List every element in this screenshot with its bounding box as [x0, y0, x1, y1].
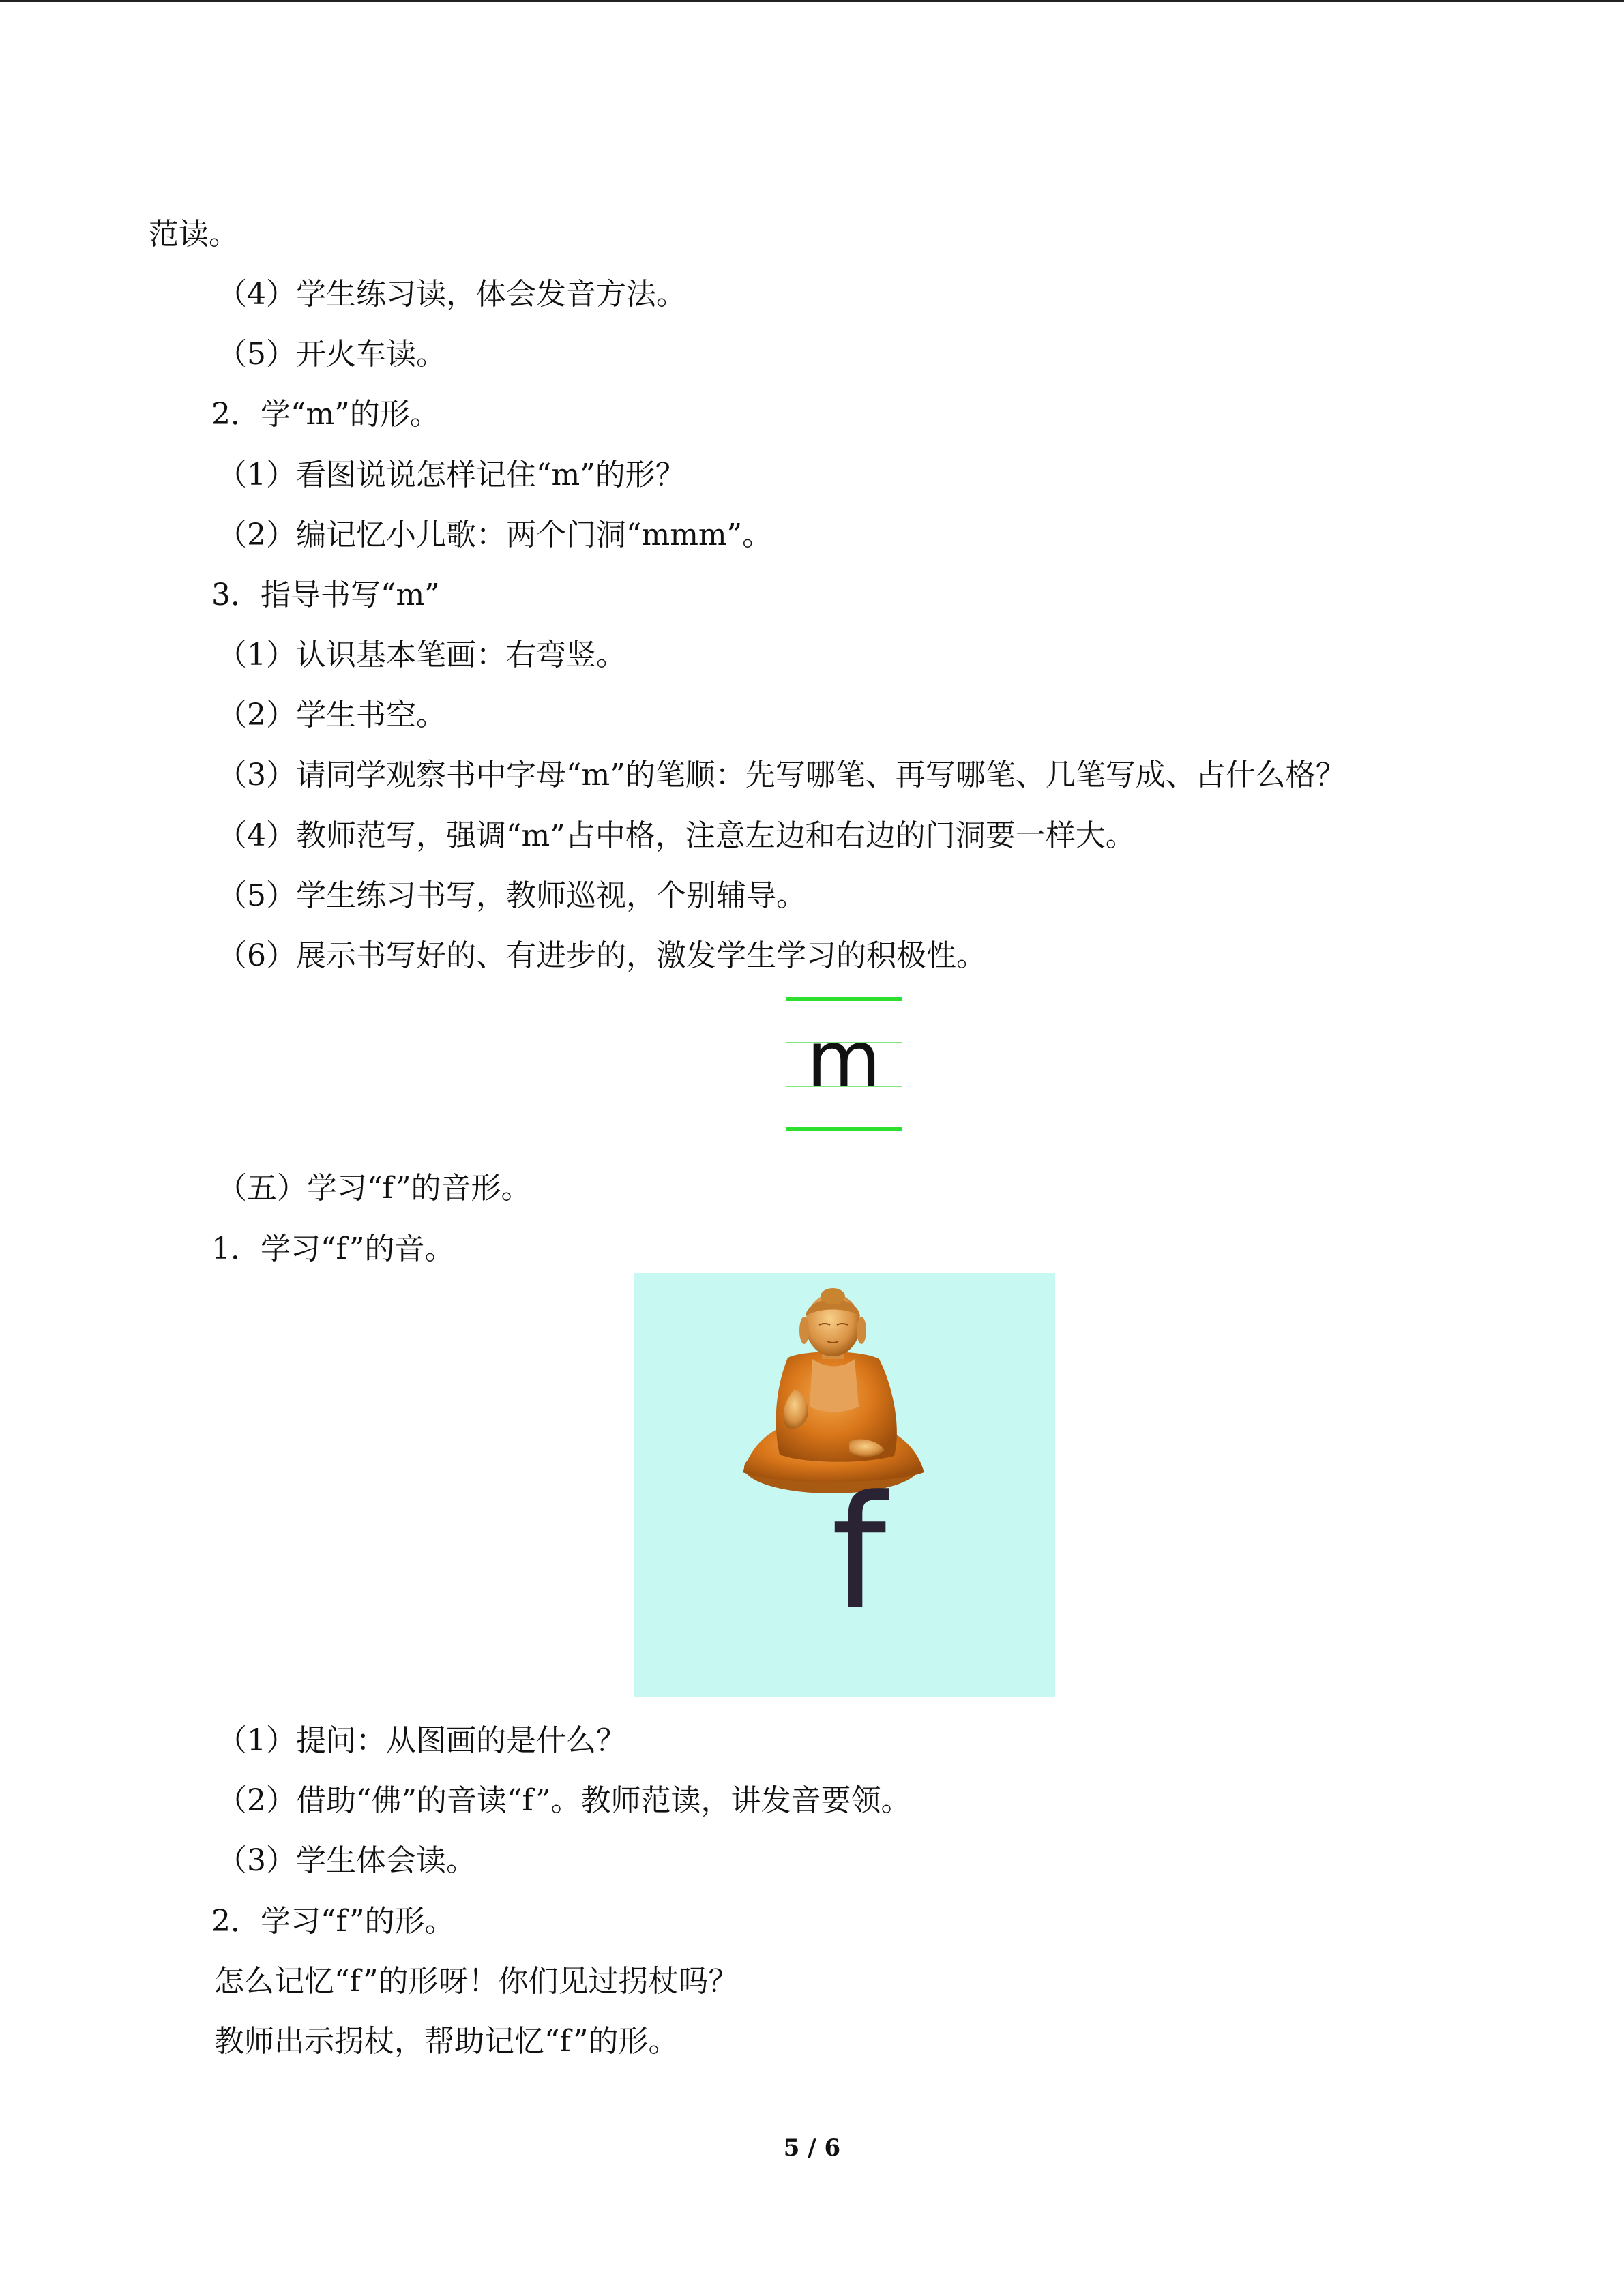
section-heading: 2．学习“f”的形。 — [211, 1904, 455, 1939]
text-line: （2）编记忆小儿歌：两个门洞“mmm”。 — [217, 518, 773, 552]
section-heading: （五）学习“f”的音形。 — [217, 1171, 531, 1206]
text-line: （1）提问：从图画的是什么？ — [217, 1723, 626, 1758]
text-line: （4）学生练习读，体会发音方法。 — [217, 277, 686, 312]
text-line: （5）开火车读。 — [217, 337, 446, 372]
page-number: 5 / 6 — [783, 2134, 841, 2162]
grid-top-line — [786, 997, 902, 1001]
text-line: 教师出示拐杖，帮助记忆“f”的形。 — [214, 2024, 679, 2059]
text-line: （4）教师范写，强调“m”占中格，注意左边和右边的门洞要一样大。 — [217, 818, 1136, 853]
section-heading: 1．学习“f”的音。 — [211, 1232, 455, 1266]
f-picture-card — [634, 1273, 1055, 1697]
grid-bottom-line — [786, 1127, 902, 1131]
section-heading: 2．学“m”的形。 — [211, 397, 440, 432]
text-line: （3）请同学观察书中字母“m”的笔顺：先写哪笔、再写哪笔、几笔写成、占什么格？ — [217, 758, 1346, 792]
text-line: 范读。 — [149, 217, 239, 252]
section-heading: 3．指导书写“m” — [211, 578, 440, 612]
text-line: （6）展示书写好的、有进步的，激发学生学习的积极性。 — [217, 938, 986, 973]
grid-letter: m — [806, 1015, 881, 1104]
text-line: （2）学生书空。 — [217, 698, 446, 732]
card-letter: f — [831, 1463, 887, 1645]
text-line: （1）看图说说怎样记住“m”的形？ — [217, 458, 685, 492]
text-line: （3）学生体会读。 — [217, 1843, 476, 1878]
page-top-border — [0, 0, 1624, 2]
text-line: （1）认识基本笔画：右弯竖。 — [217, 638, 626, 672]
text-line: 怎么记忆“f”的形呀！你们见过拐杖吗？ — [214, 1964, 739, 1999]
text-line: （5）学生练习书写，教师巡视，个别辅导。 — [217, 878, 806, 913]
text-line: （2）借助“佛”的音读“f”。教师范读，讲发音要领。 — [217, 1783, 911, 1818]
writing-grid-m — [786, 994, 902, 1132]
